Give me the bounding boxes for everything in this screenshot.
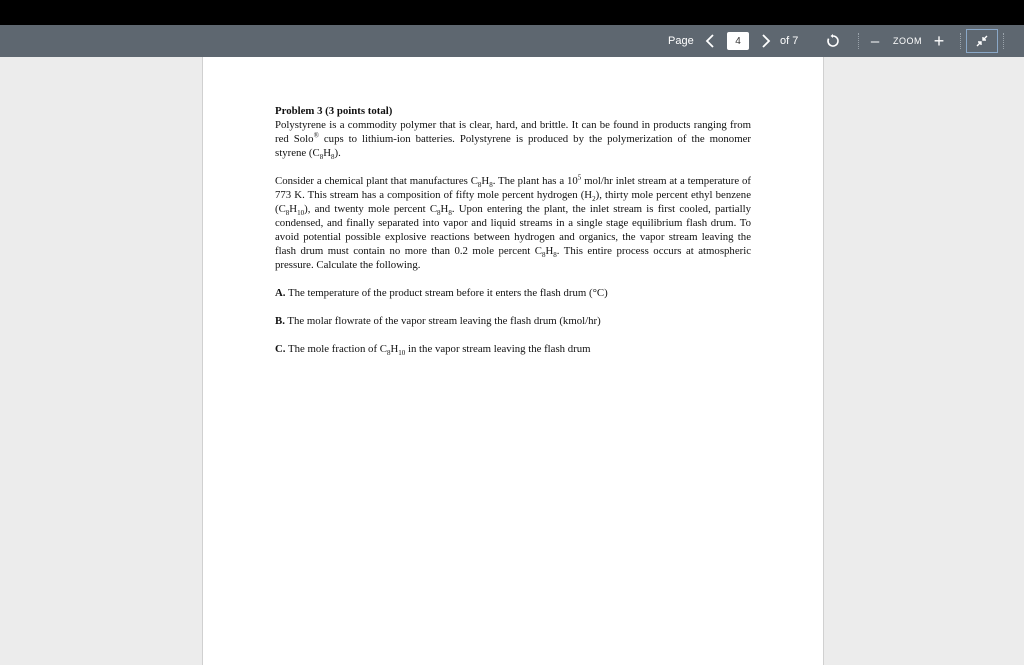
question-a: A. The temperature of the product stream before it enters the flash drum (°C): [275, 287, 608, 299]
problem-title: Problem 3 (3 points total): [275, 105, 393, 117]
question-b: B. The molar flowrate of the vapor stream leaving the flash drum (kmol/hr): [275, 315, 601, 327]
refresh-button[interactable]: [823, 31, 843, 51]
page-number-input[interactable]: [727, 32, 749, 50]
document-content: [275, 104, 751, 370]
problem-paragraph: Consider a chemical plant that manufactures $C_8H_8$. The plant has a $10^5$ mol/hr inlet stream at a temperature of 773 K. This stream has a composition of fifty mole percent hydrogen $(H_2)$, thirty mole percent ethyl benzene $(C_8H_{10})$, and twenty mole percent $C_8H_8$. Upon entering the plant, the inlet stream is first cooled, partially condensed, and finally separated into vapor and liquid streams in a single stage equilibrium flash drum. To avoid potential possible explosive reactions between hydrogen and organics, the vapor stream leaving the flash drum must contain no more than 0.2 mole percent $C_8H_8$. This entire process occurs at atmospheric pressure. Calculate the following.: [275, 173, 751, 271]
pdf-toolbar: [0, 25, 1024, 57]
zoom-label: ZOOM: [893, 36, 922, 46]
page-label: Page: [668, 35, 694, 47]
refresh-icon: [826, 34, 840, 48]
zoom-in-button[interactable]: +: [933, 30, 945, 51]
document-page: [202, 57, 824, 665]
toolbar-divider: [960, 33, 961, 49]
previous-page-button[interactable]: [700, 31, 720, 51]
intro-paragraph: Polystyrene is a commodity polymer that is clear, hard, and brittle. It can be found in products ranging from red Solo® cups to lithium-ion batteries. Polystyrene is produced by the polymerization of the monomer styrene $(C_8H_8)$.: [275, 119, 751, 162]
top-black-bar: [0, 0, 1024, 25]
page-count-label: of 7: [780, 35, 799, 47]
collapse-icon: [975, 34, 989, 48]
zoom-out-button[interactable]: –: [870, 32, 880, 50]
toolbar-divider: [1003, 33, 1004, 49]
toolbar-divider: [858, 33, 859, 49]
next-page-button[interactable]: [756, 31, 776, 51]
collapse-view-button[interactable]: [966, 29, 998, 53]
chevron-right-icon: [761, 34, 771, 48]
question-c: C. The mole fraction of $C_8H_{10}$ in the vapor stream leaving the flash drum: [275, 343, 591, 358]
chevron-left-icon: [705, 34, 715, 48]
